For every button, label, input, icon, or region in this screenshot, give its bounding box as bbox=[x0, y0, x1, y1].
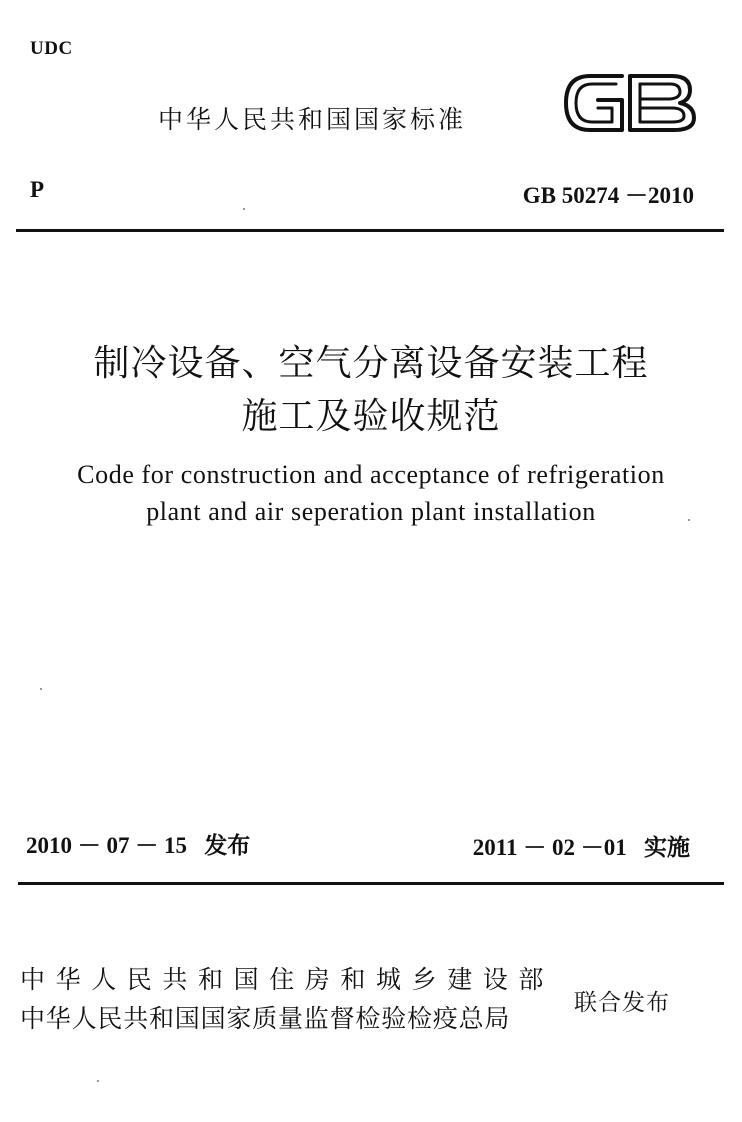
national-standard-title: 中华人民共和国国家标准 bbox=[158, 105, 467, 134]
title-chinese-line-1: 制冷设备、空气分离设备安装工程 bbox=[93, 343, 649, 384]
top-divider bbox=[16, 229, 724, 232]
scan-speck bbox=[97, 1080, 99, 1082]
title-chinese-line-2: 施工及验收规范 bbox=[241, 396, 501, 437]
gb-logo-text: GB bbox=[630, 110, 632, 111]
scan-speck bbox=[243, 208, 245, 210]
implementation-date: 2011 － 02 －01 实施 bbox=[472, 835, 690, 860]
category-code: P bbox=[30, 177, 45, 202]
bottom-divider bbox=[18, 882, 724, 885]
gb-logo-icon bbox=[560, 66, 700, 140]
issue-date: 2010 － 07 － 15 发布 bbox=[26, 833, 251, 858]
standard-number: GB 50274 －2010 bbox=[522, 183, 694, 208]
scan-speck bbox=[688, 519, 690, 521]
publisher-aqsiq: 中华人民共和国国家质量监督检验检疫总局 bbox=[20, 1004, 511, 1033]
joint-issue-label: 联合发布 bbox=[574, 990, 670, 1016]
title-english-line-1: Code for construction and acceptance of refrigeration bbox=[77, 460, 665, 489]
publisher-ministry: 中华人民共和国住房和城乡建设部 bbox=[20, 965, 555, 994]
scan-speck bbox=[40, 688, 42, 690]
title-english-line-2: plant and air seperation plant installation bbox=[146, 497, 596, 526]
udc-label: UDC bbox=[30, 38, 73, 59]
